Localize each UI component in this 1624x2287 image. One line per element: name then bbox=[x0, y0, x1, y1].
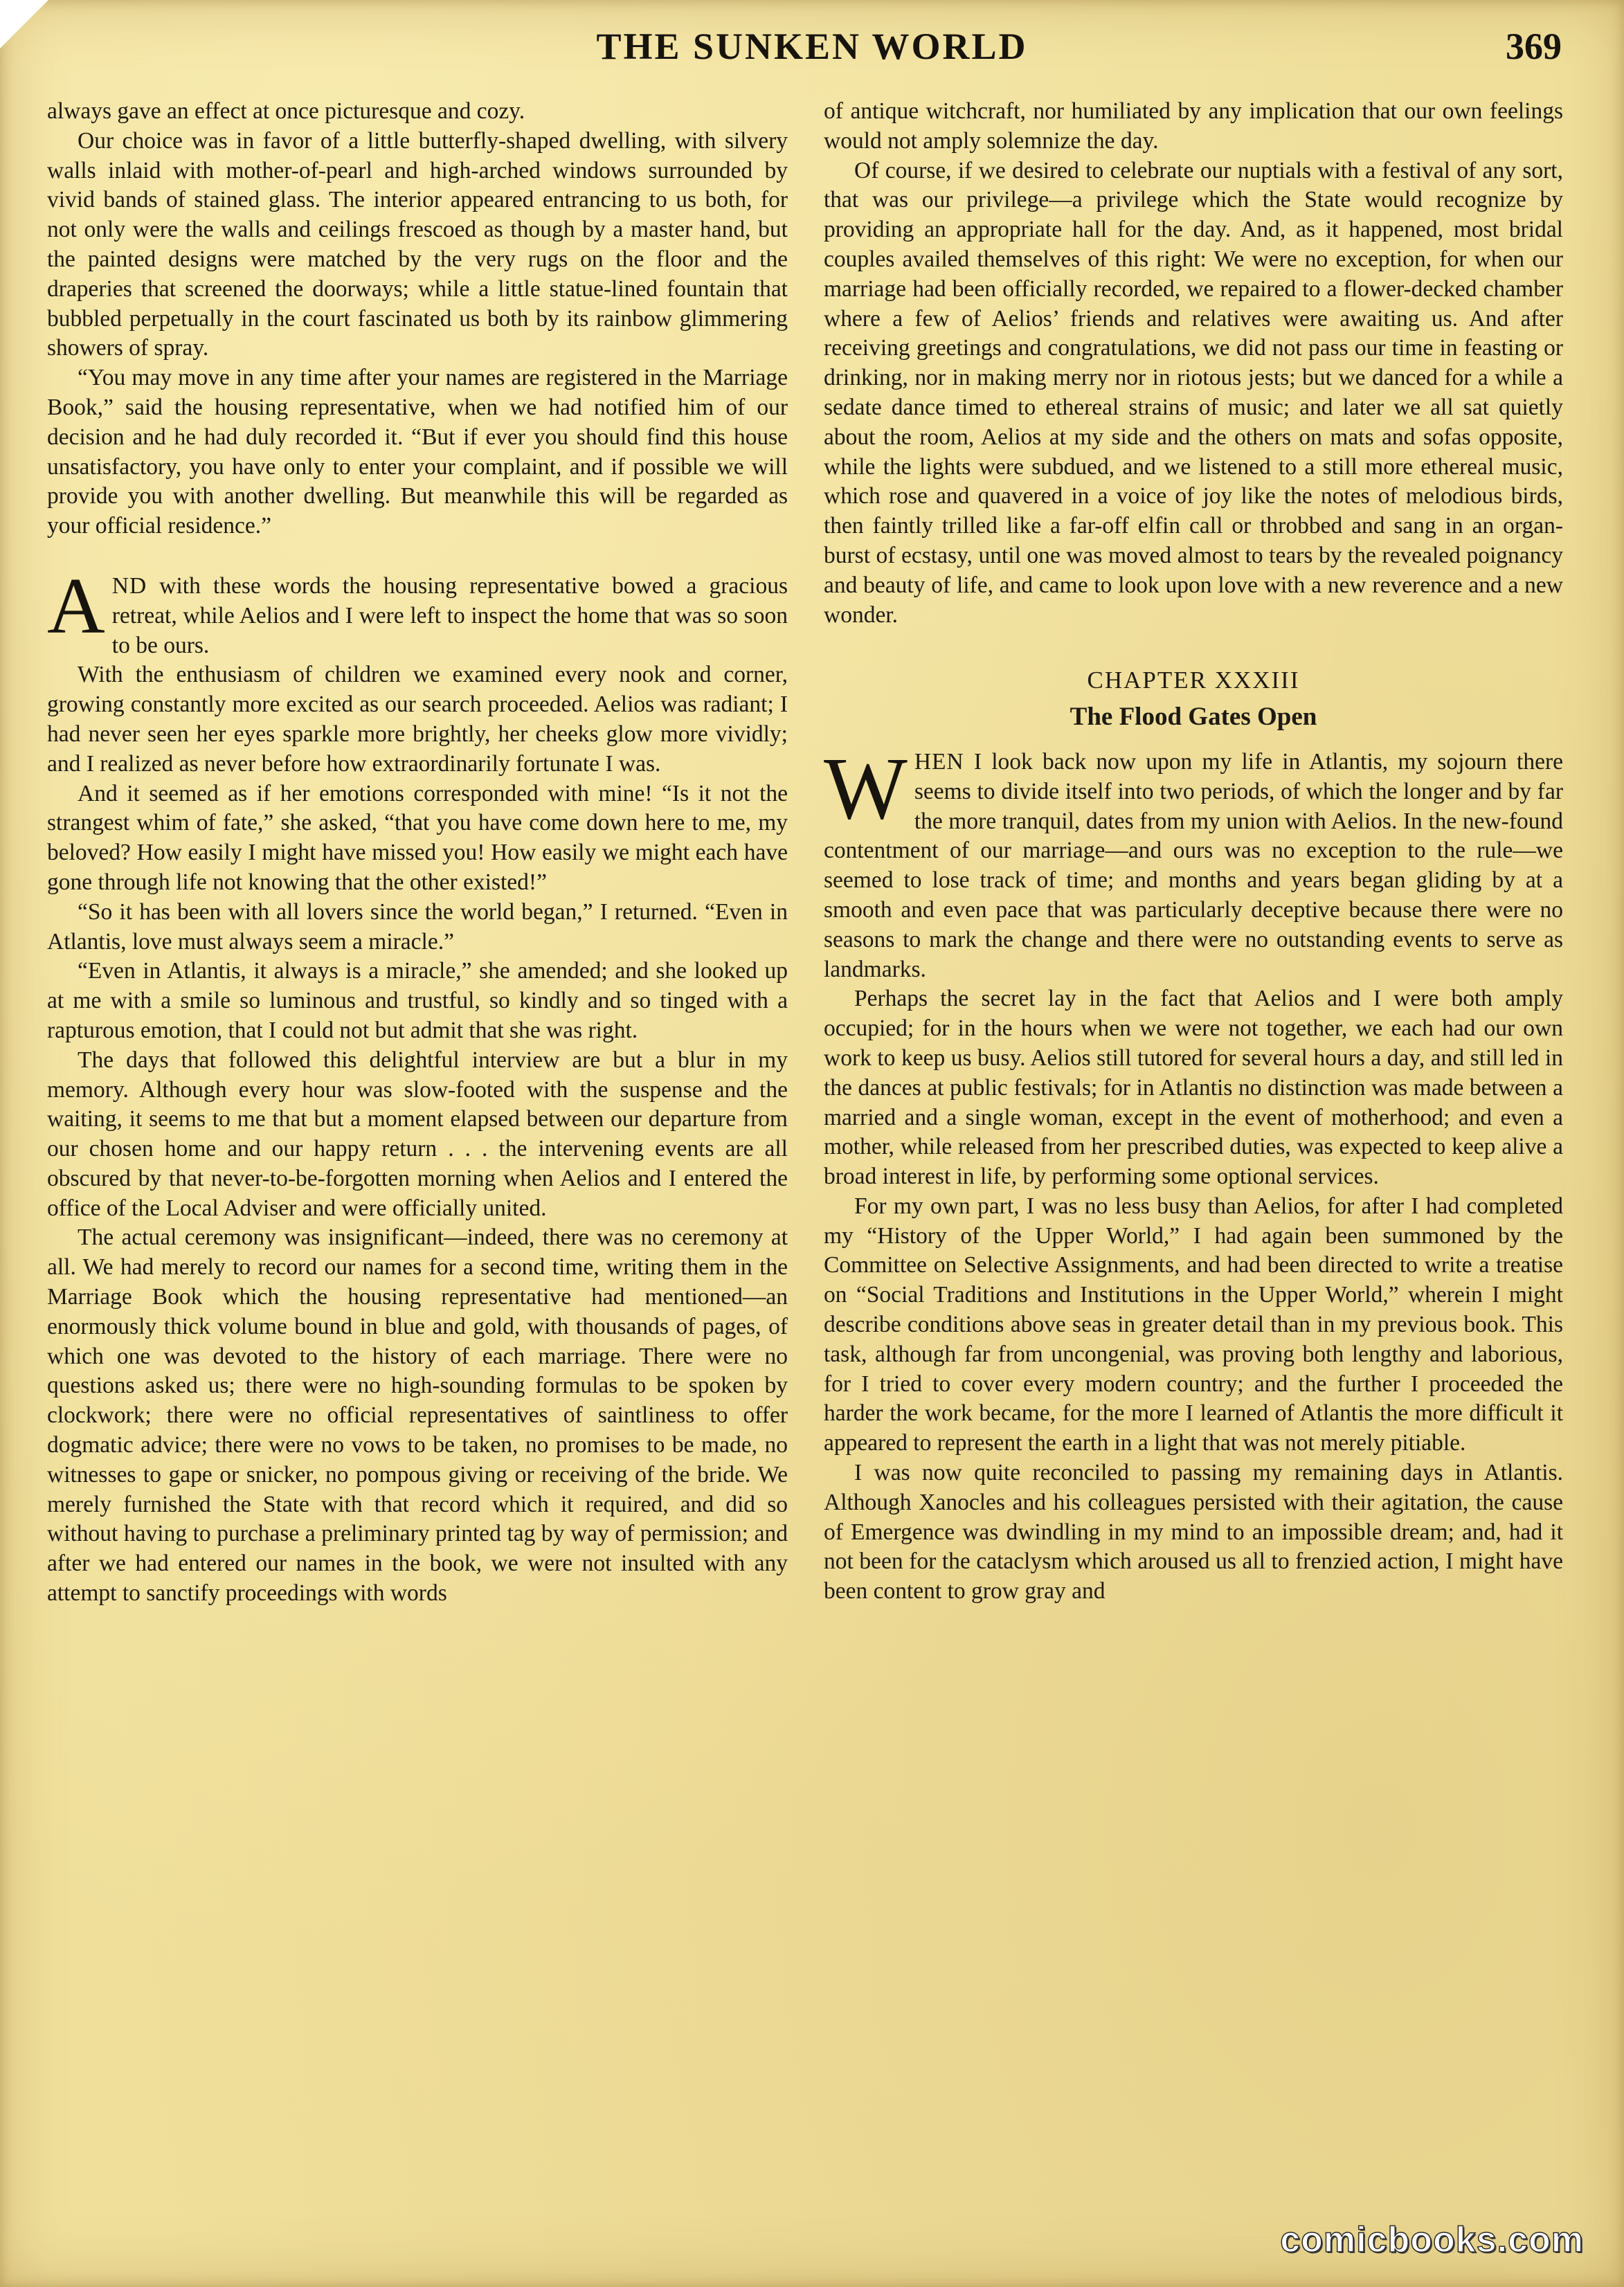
left-column bbox=[47, 97, 788, 2250]
chapter-break bbox=[824, 630, 1563, 666]
paragraph: Perhaps the secret lay in the fact that Aelios and I were both amply occupied; for in the hours when we were not together, we each had our own work to keep us busy. Aelios still tutored for several hours a day, and still led in the dances at public festivals; for in Atlantis no distinction was made between a married and a single woman, except in the event of motherhood; and even a mother, while released from her prescribed duties, was expected to keep alive a broad interest in life, by performing some optional services. bbox=[824, 986, 1563, 1190]
paragraph: The actual ceremony was insignificant—indeed, there was no ceremony at all. We had merely to record our names for a second time, writing them in the Marriage Book which the housing representative had mentioned—an enormously thick volume bound in blue and gold, with thousands of pages, of which one was devoted to the history of each marriage. There were no questions asked us; there were no high-sounding formulas to be spoken by clockwork; there were no official representatives of saintliness to offer dogmatic advice; there were no vows to be taken, no promises to be made, no witnesses to gape or snicker, no pompous giving or receiving of the bride. We merely furnished the State with that record which it required, and did so without having to purchase a preliminary printed tag by way of permission; and after we had entered our names in the book, we were not insulted with any attempt to sanctify proceedings with words bbox=[47, 1224, 788, 1607]
paragraph-text: I look back now upon my life in Atlantis, my sojourn there seems to divide itself into two periods, of which the longer and by far the more tranquil, dates from my union with Aelios. In the new-found contentment of our marriage—and ours was no exception to the rule—we seemed to lose track of time; and months and years began gliding by at a smooth and even pace that was particularly deceptive because there were no seasons to mark the change and there were no outstanding events to serve as landmarks. bbox=[824, 748, 1563, 982]
drop-cap: A bbox=[47, 561, 105, 651]
paragraph: Our choice was in favor of a little butterfly-shaped dwelling, with silvery walls inlaid with mother-of-pearl and high-arched windows surrounded by vivid bands of stained glass. The interior appeared entrancing to us both, for not only were the walls and ceilings frescoed as though by a master hand, but the painted designs were matched by the very rugs on the floor and the draperies that screened the doorways; while a little statue-lined fountain that bubbled perpetually in the court fascinated us both by its rainbow glimmering showers of spray. bbox=[47, 127, 788, 361]
running-header bbox=[0, 25, 1624, 80]
chapter-title: The Flood Gates Open bbox=[1070, 703, 1317, 732]
right-column bbox=[824, 97, 1563, 2250]
paragraph: “So it has been with all lovers since the world began,” I returned. “Even in Atlantis, love must always seem a miracle.” bbox=[47, 898, 788, 955]
paragraph: For my own part, I was no less busy than Aelios, for after I had completed my “History of the Upper World,” I had again been summoned by the Committee on Selective Assignments, and had been directed to write a treatise on “Social Traditions and Institutions in the Upper World,” wherein I might describe conditions above seas in greater detail than in my previous book. This task, although far from uncongenial, was proving both lengthy and laborious, for I tried to cover every modern country; and the further I proceeded the harder the work became, for the more I learned of Atlantis the more difficult it appeared to represent the earth in a light that was not merely pitiable. bbox=[824, 1193, 1563, 1456]
page-number: 369 bbox=[1506, 26, 1562, 67]
paragraph: The days that followed this delightful interview are but a blur in my memory. Although every hour was slow-footed with the suspense and the waiting, it seems to me that but a moment elapsed between our departure from our chosen home and our happy return . . . the intervening events are all obscured by that never-to-be-forgotten morning when Aelios and I entered the office of the Local Adviser and were officially united. bbox=[47, 1047, 788, 1221]
paragraph: always gave an effect at once picturesque and cozy. bbox=[47, 98, 525, 124]
drop-cap: W bbox=[824, 739, 908, 838]
site-watermark: comicbooks.com bbox=[1280, 2220, 1584, 2260]
section-opening-paragraph bbox=[47, 561, 788, 660]
paragraph-text: with these words the housing representative bowed a gracious retreat, while Aelios and I were left to inspect the home that was so soon to be ours. bbox=[111, 572, 788, 658]
paragraph: “Even in Atlantis, it always is a miracle,” she amended; and she looked up at me with a smile so luminous and trustful, so kindly and so tinged with a rapturous emotion, that I could not but admit that she was right. bbox=[47, 958, 788, 1043]
paragraph: And it seemed as if her emotions corresponded with mine! “Is it not the strangest whim of fate,” she asked, “that you have come down here to me, my beloved? How easily I might have missed you! How easily we might each have gone through life not knowing that the other existed!” bbox=[47, 780, 788, 895]
paragraph: Of course, if we desired to celebrate our nuptials with a festival of any sort, that was our privilege—a privilege which the State would recognize by providing an appropriate hall for the day. And, as it happened, most bridal couples availed themselves of this right: We were no exception, for when our marriage had been officially recorded, we repaired to a flower-decked chamber where a few of Aelios’ friends and relatives were awaiting us. And after receiving greetings and congratulations, we did not pass our time in feasting or drinking, nor in making merry nor in riotous jests; but we danced for a while a sedate dance timed to ethereal strains of music; and later we all sat quietly about the room, Aelios at my side and the others on mats and sofas opposite, while the lights were subdued, and we listened to a still more ethereal music, which rose and quavered in a voice of joy like the notes of melodious birds, then faintly trilled like a far-off elfin call or throbbed and sang in an organ-burst of ecstasy, until one was moved almost to tears by the revealed poignancy and beauty of life, and came to look upon love with a new reverence and a new wonder. bbox=[824, 157, 1563, 628]
chapter-opening-paragraph bbox=[824, 739, 1563, 984]
running-title: THE SUNKEN WORLD bbox=[596, 26, 1028, 67]
paragraph: “You may move in any time after your names are registered in the Marriage Book,” said the housing representative, when we had notified him of our decision and he had duly recorded it. “But if ever you should find this house unsatisfactory, you have only to enter your complaint, and if possible we will provide you with another dwelling. But meanwhile this will be regarded as your official residence.” bbox=[47, 365, 788, 539]
chapter-number: CHAPTER XXXIII bbox=[1087, 667, 1300, 694]
lead-in: ND bbox=[111, 572, 147, 599]
lead-in: HEN bbox=[914, 748, 964, 775]
section-break bbox=[47, 541, 788, 572]
paragraph: With the enthusiasm of children we examined every nook and corner, growing constantly more excited as our search proceeded. Aelios was radiant; I had never seen her eyes sparkle more brightly, her cheeks glow more vividly; and I realized as never before how extraordinarily fortunate I was. bbox=[47, 662, 788, 777]
paragraph: of antique witchcraft, nor humiliated by any implication that our own feelings would not amply solemnize the day. bbox=[824, 98, 1563, 154]
paragraph: I was now quite reconciled to passing my remaining days in Atlantis. Although Xanocles and his colleagues persisted with their agitation, the cause of Emergence was dwindling in my mind to an impossible dream; and, had it not been for the cataclysm which aroused us all to frenzied action, I might have been content to grow gray and bbox=[824, 1460, 1563, 1604]
